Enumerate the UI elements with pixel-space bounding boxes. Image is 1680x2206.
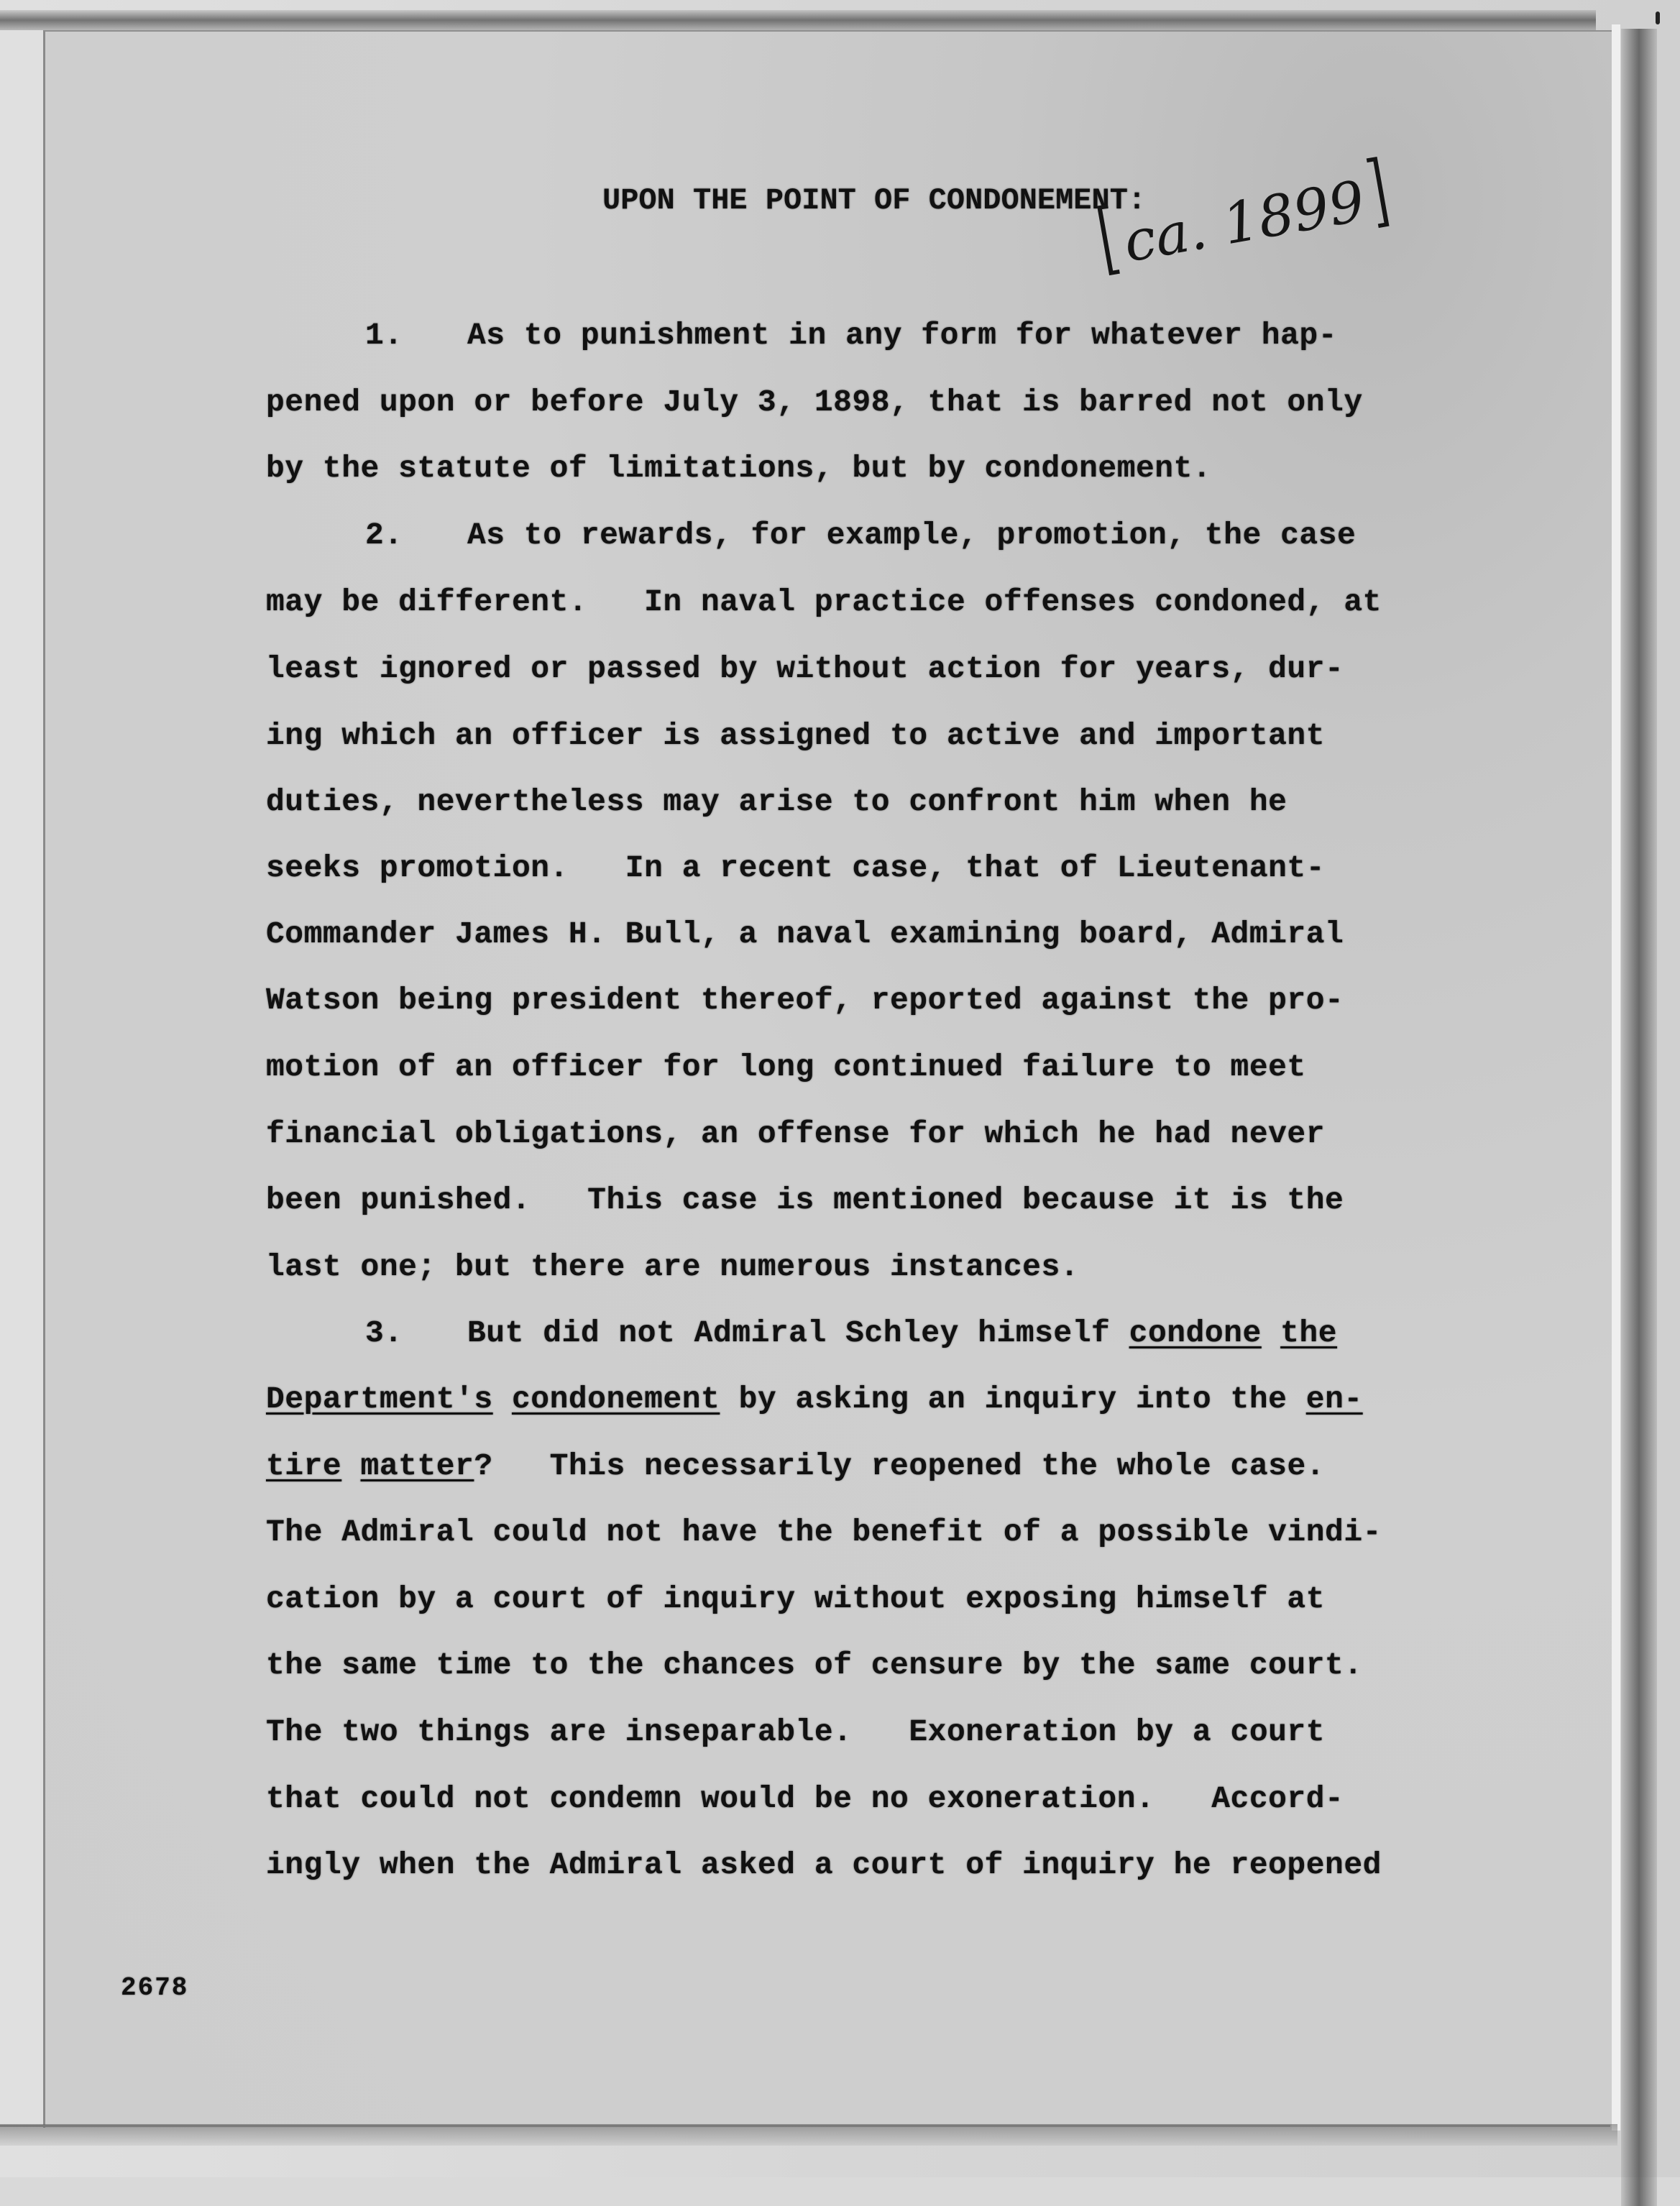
text-line xyxy=(467,1315,1337,1351)
text-line: The two things are inseparable. Exoneration by a court xyxy=(266,1714,1326,1750)
edge-mark xyxy=(1656,12,1660,24)
bracket-close: ] xyxy=(1360,142,1395,237)
annotation-text: ca. 1899 xyxy=(1119,169,1370,275)
underlined-text: condonement xyxy=(511,1382,720,1417)
text-segment xyxy=(1262,1315,1280,1351)
paragraph-number-2: 2. xyxy=(365,518,403,553)
underlined-text: condone xyxy=(1129,1315,1262,1351)
page-heading: UPON THE POINT OF CONDONEMENT: xyxy=(602,183,1147,218)
page-right-edge xyxy=(1612,24,1620,2131)
text-line: As to punishment in any form for whatever hap- xyxy=(467,318,1337,353)
text-segment xyxy=(341,1448,360,1484)
text-line: pened upon or before July 3, 1898, that is barred not only xyxy=(266,385,1363,420)
text-line: As to rewards, for example, promotion, the case xyxy=(467,518,1357,553)
text-line: been punished. This case is mentioned because it is the xyxy=(266,1182,1344,1218)
text-line xyxy=(266,1448,1325,1484)
top-edge-shadow xyxy=(0,10,1596,30)
text-line: ing which an officer is assigned to active and important xyxy=(266,718,1326,753)
bracket-open: [ xyxy=(1091,190,1125,285)
text-line: the same time to the chances of censure by the same court. xyxy=(266,1647,1363,1683)
right-edge-shadow xyxy=(1621,29,1657,2206)
page-number: 2678 xyxy=(121,1973,189,2003)
underlined-text: Department's xyxy=(266,1382,493,1417)
text-segment xyxy=(493,1382,512,1417)
text-line: may be different. In naval practice offenses condoned, at xyxy=(266,584,1382,620)
text-line: motion of an officer for long continued failure to meet xyxy=(266,1049,1306,1085)
text-line: that could not condemn would be no exoneration. Accord- xyxy=(266,1781,1344,1816)
bottom-edge-shadow xyxy=(0,2124,1617,2146)
text-segment: ? This necessarily reopened the whole case. xyxy=(474,1448,1326,1484)
text-line: seeks promotion. In a recent case, that of Lieutenant- xyxy=(266,850,1326,886)
text-line: by the statute of limitations, but by condonement. xyxy=(266,451,1212,486)
text-segment: by asking an inquiry into the xyxy=(720,1382,1306,1417)
underlined-text: en- xyxy=(1305,1382,1363,1417)
text-line: cation by a court of inquiry without exposing himself at xyxy=(266,1581,1326,1617)
text-line: least ignored or passed by without action for years, dur- xyxy=(266,651,1344,686)
text-line: ingly when the Admiral asked a court of inquiry he reopened xyxy=(266,1847,1382,1883)
text-line: duties, nevertheless may arise to confront him when he xyxy=(266,784,1287,819)
paragraph-number-3: 3. xyxy=(365,1315,403,1351)
page-bottom-edge xyxy=(0,2125,1610,2127)
paragraph-number-1: 1. xyxy=(365,318,403,353)
underlined-text: tire xyxy=(266,1448,342,1484)
text-line: last one; but there are numerous instances. xyxy=(266,1249,1080,1284)
text-line: Watson being president thereof, reported against the pro- xyxy=(266,983,1344,1018)
underlined-text: the xyxy=(1280,1315,1338,1351)
text-line xyxy=(266,1382,1363,1417)
text-line: The Admiral could not have the benefit of a possible vindi- xyxy=(266,1515,1382,1550)
underlined-text: matter xyxy=(360,1448,474,1484)
text-segment: But did not Admiral Schley himself xyxy=(467,1315,1129,1351)
text-line: financial obligations, an offense for which he had never xyxy=(266,1116,1326,1152)
text-line: Commander James H. Bull, a naval examining board, Admiral xyxy=(266,916,1344,952)
